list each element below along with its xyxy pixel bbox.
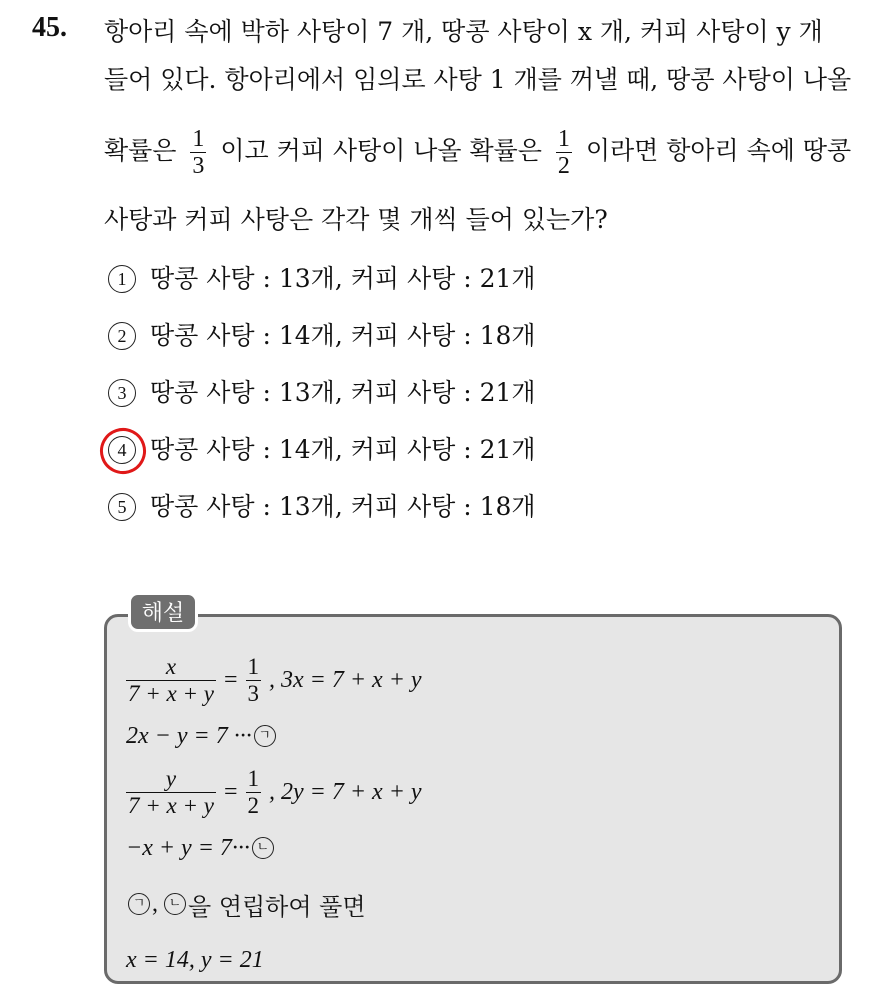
solution-line-5 [126,876,422,932]
answer-choices [108,250,536,535]
question-line-1: 항아리 속에 박하 사탕이 7 개, 땅콩 사탕이 x 개, 커피 사탕이 y 개 [104,17,823,46]
fraction-denominator: 2 [557,153,570,179]
solution-line-6 [126,932,422,988]
circled-label-b: ㄴ [164,893,186,915]
choice-number-5: 5 [108,493,136,521]
question-line-2: 들어 있다. 항아리에서 임의로 사탕 1 개를 꺼낼 때, 땅콩 사탕이 나올 [104,65,852,94]
fraction-numerator: x [165,653,177,679]
fraction-denominator: 7 + x + y [128,792,214,818]
solution-tab: 해설 [128,592,198,632]
question-line-4: 사탕과 커피 사탕은 각각 몇 개씩 들어 있는가? [104,205,608,234]
question-number: 45. [32,12,67,43]
fraction-numerator: y [165,765,177,791]
fraction-denominator: 7 + x + y [128,680,214,706]
fraction-one-third [190,126,206,179]
fraction-numerator: 1 [557,126,570,152]
choice-number-2: 2 [108,322,136,350]
fraction-numerator: 1 [192,126,205,152]
fraction-denominator: 3 [247,680,260,706]
choice-1[interactable] [108,250,536,307]
final-answer: x = 14, y = 21 [126,946,264,973]
choice-text-4: 땅콩 사탕 : 14개, 커피 사탕 : 21개 [150,434,536,464]
question-line-3 [104,104,864,188]
circled-label-b: ㄴ [252,837,274,859]
choice-number-1: 1 [108,265,136,293]
choice-text-5: 땅콩 사탕 : 13개, 커피 사탕 : 18개 [150,491,536,521]
comma: , [152,890,158,917]
equation-a: 2x − y = 7 ··· [126,722,252,749]
fraction-y-over-total [126,766,216,819]
question-line-3b: 이고 커피 사탕이 나올 확률은 [220,136,542,165]
choice-4[interactable] [108,421,536,478]
circled-label-a: ㄱ [128,893,150,915]
choice-number-3: 3 [108,379,136,407]
solve-instruction: 을 연립하여 풀면 [188,892,366,921]
solution-content [126,652,422,988]
fraction-numerator: 1 [247,653,260,679]
circled-label-a: ㄱ [254,725,276,747]
solution-equation: , 2y = 7 + x + y [269,778,422,805]
choice-3[interactable] [108,364,536,421]
solution-line-1 [126,652,422,708]
solution-line-2 [126,708,422,764]
solution-line-4 [126,820,422,876]
fraction-one-third [246,654,262,707]
equation-b: −x + y = 7··· [126,834,250,861]
solution-equation: , 3x = 7 + x + y [269,666,422,693]
fraction-denominator: 2 [247,792,260,818]
fraction-one-half [246,766,262,819]
question-line-3a: 확률은 [104,136,177,165]
fraction-one-half [556,126,572,179]
solution-line-3 [126,764,422,820]
choice-number-4-label: 4 [117,439,127,460]
fraction-denominator: 3 [192,153,205,179]
choice-text-1: 땅콩 사탕 : 13개, 커피 사탕 : 21개 [150,263,536,293]
choice-number-4 [108,436,136,464]
choice-text-2: 땅콩 사탕 : 14개, 커피 사탕 : 18개 [150,320,536,350]
equals-sign: = [223,666,238,693]
choice-5[interactable] [108,478,536,535]
fraction-x-over-total [126,654,216,707]
choice-2[interactable] [108,307,536,364]
answer-mark-circle [94,422,152,480]
fraction-numerator: 1 [247,765,260,791]
question-line-3c: 이라면 항아리 속에 땅콩 [585,136,852,165]
question-text [104,8,864,244]
equals-sign: = [223,778,238,805]
choice-text-3: 땅콩 사탕 : 13개, 커피 사탕 : 21개 [150,377,536,407]
